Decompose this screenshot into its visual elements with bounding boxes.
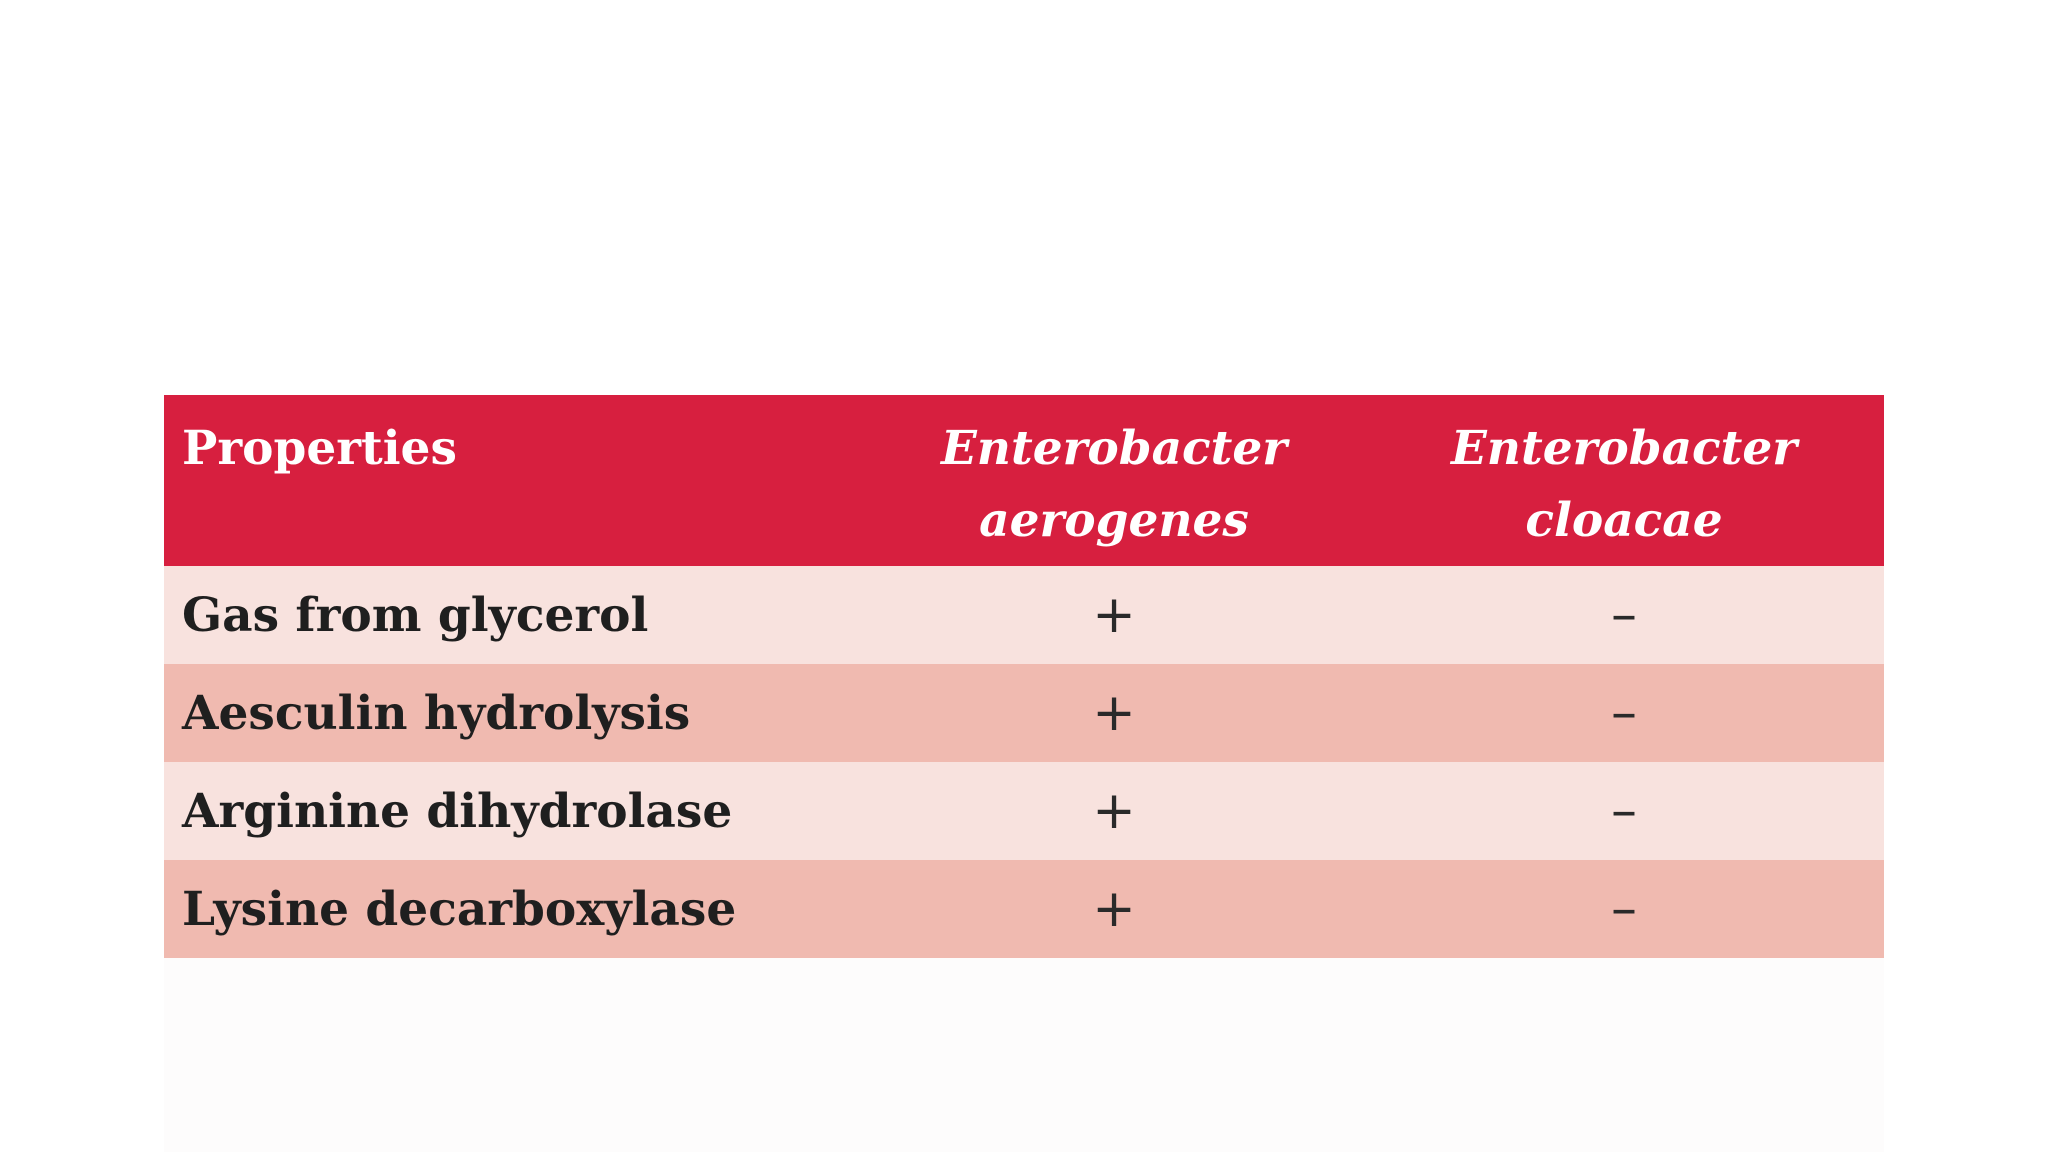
header-properties bbox=[164, 395, 864, 566]
property-cell: Aesculin hydrolysis bbox=[182, 685, 691, 741]
aerogenes-result-cell: + bbox=[1092, 781, 1136, 841]
cloacae-result-cell: – bbox=[1611, 781, 1637, 841]
aerogenes-result-cell: + bbox=[1092, 879, 1136, 939]
property-cell: Arginine dihydrolase bbox=[182, 783, 733, 839]
table-header-row bbox=[164, 395, 1884, 566]
header-col-b-line-2: cloacae bbox=[1525, 493, 1723, 548]
cloacae-result-cell: – bbox=[1611, 879, 1637, 939]
header-col-a-line-2: aerogenes bbox=[979, 493, 1249, 548]
table-row bbox=[164, 664, 1884, 762]
aerogenes-result-cell: + bbox=[1092, 683, 1136, 743]
aerogenes-result-cell: + bbox=[1092, 585, 1136, 645]
property-cell: Lysine decarboxylase bbox=[182, 881, 737, 937]
header-enterobacter-aerogenes bbox=[864, 395, 1364, 566]
header-enterobacter-cloacae bbox=[1364, 395, 1884, 566]
header-col-b-line-1: Enterobacter bbox=[1450, 421, 1798, 476]
cloacae-result-cell: – bbox=[1611, 683, 1637, 743]
page-background-panel bbox=[164, 950, 1884, 1152]
comparison-table bbox=[164, 395, 1884, 958]
table-row bbox=[164, 762, 1884, 860]
property-cell: Gas from glycerol bbox=[182, 587, 649, 643]
header-col-a-line-1: Enterobacter bbox=[940, 421, 1288, 476]
header-properties-label: Properties bbox=[182, 421, 457, 476]
cloacae-result-cell: – bbox=[1611, 585, 1637, 645]
table-row bbox=[164, 566, 1884, 664]
table-row bbox=[164, 860, 1884, 958]
